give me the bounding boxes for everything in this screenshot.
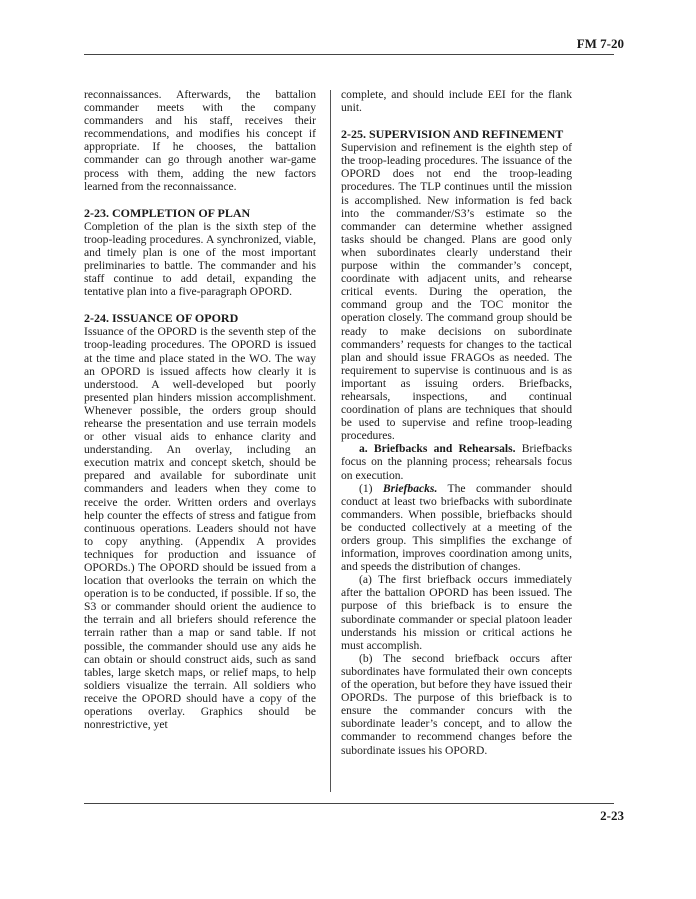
text-a: Briefbacks focus on the planning process; rehearsals focus on execution.	[341, 442, 572, 482]
left-column	[84, 88, 316, 731]
page-number: 2-23	[600, 808, 624, 823]
paragraph-flank-unit: complete, and should include EEI for the flank unit.	[341, 88, 572, 115]
paragraph-issuance-of-opord: Issuance of the OPORD is the seventh step of the troop-leading procedures. The OPORD is issued at the time and place stated in the WO. The way an OPORD is issued affects how clearly it is understood. A well-developed but poorly presented plan hinders mission accomplishment. Whenever possible, the orders group should rehearse the presentation and use terrain models or other visual aids to enhance clarity and understanding. An overlay, including an execution matrix and concept sketch, should be prepared and available for subordinate unit commanders and leaders when they come to receive the order. Written orders and overlays help counter the effects of stress and fatigue from continuous operations. Leaders should not have to copy anything. (Appendix A provides techniques for production and issuance of OPORDs.) The OPORD should be issued from a location that overlooks the terrain on which the operation is to be conducted, if possible. If so, the S3 or commander should orient the audience to the terrain and all briefers should reference the terrain rather than a map or sand table. If not possible, the commander should use any aids he can obtain or should construct aids, such as sand tables, large sketch maps, or relief maps, to help soldiers visualize the terrain. All soldiers who receive the OPORD should have a copy of the operations overlay. Graphics should be nonrestrictive, yet	[84, 325, 316, 732]
manual-id: FM 7-20	[576, 36, 624, 51]
footer-rule	[84, 803, 614, 804]
heading-2-24: 2-24. ISSUANCE OF OPORD	[84, 311, 239, 326]
text-1: The commander should conduct at least two briefbacks with subordinate commanders. When possible, briefbacks should be conducted collectively at a meeting of the orders group. This simplifies the exchange of information, improves coordination among units, and speeds the distribution of changes.	[341, 481, 572, 574]
paragraph-supervision: Supervision and refinement is the eighth step of the troop-leading procedures. The issuance of the OPORD does not end the troop-leading procedures. The TLP continues until the mission is accomplished. New information is fed back into the commander/S3’s estimate so the commander can determine whether assigned tasks should be changed. Plans are good only when subordinates clearly understand their purpose within the commander’s concept, coordinate with adjacent units, and rehearse critical events. During the operation, the command group and the TOC monitor the operation closely. The command group should be ready to make decisions on subordinate commanders’ requests for changes to the tactical plan and should issue FRAGOs as needed. The requirement to supervise is continuous and is as important as issuing orders. Briefbacks, rehearsals, inspections, and continual coordination of plans are techniques that should be used to supervise and refine troop-leading procedures.	[341, 141, 572, 443]
paragraph-second-briefback: (b) The second briefback occurs after subordinates have formulated their own concepts of the operation, but before they have issued their OPORDs. The purpose of this briefback is to ensure the commander concurs with the subordinate leader’s concept, and to allow the commander to recommend changes before the subordinate issues his OPORD.	[341, 651, 572, 757]
right-column	[341, 88, 572, 757]
paragraph-first-briefback: (a) The first briefback occurs immediately after the battalion OPORD has been issued. The purpose of this briefback is to ensure the subordinate commander or special platoon leader understands his mission or critical actions he must accomplish.	[341, 573, 572, 652]
paragraph-completion-of-plan: Completion of the plan is the sixth step of the troop-leading procedures. A synchronized, viable, and timely plan is one of the most important preliminaries to battle. The commander and his staff continue to add detail, expanding the tentative plan into a five-paragraph OPORD.	[84, 219, 316, 299]
header-rule	[84, 54, 614, 55]
paragraph-briefbacks-rehearsals	[341, 442, 572, 481]
heading-2-25: 2-25. SUPERVISION AND REFINEMENT	[341, 127, 564, 142]
subheading-briefbacks: Briefbacks.	[382, 481, 438, 495]
paragraph-reconnaissance: reconnaissances. Afterwards, the battalion commander meets with the company commanders and his staff, receives their recommendations, and modifies his concept if appropriate. If he chooses, the battalion commander can go through another war-game process with them, adding the new factors learned from the reconnaissance.	[84, 88, 316, 193]
label-1: (1)	[359, 481, 383, 495]
heading-2-23: 2-23. COMPLETION OF PLAN	[84, 205, 251, 220]
subheading-a: a. Briefbacks and Rehearsals.	[359, 442, 516, 456]
paragraph-briefbacks	[341, 482, 572, 574]
column-divider	[330, 90, 331, 792]
